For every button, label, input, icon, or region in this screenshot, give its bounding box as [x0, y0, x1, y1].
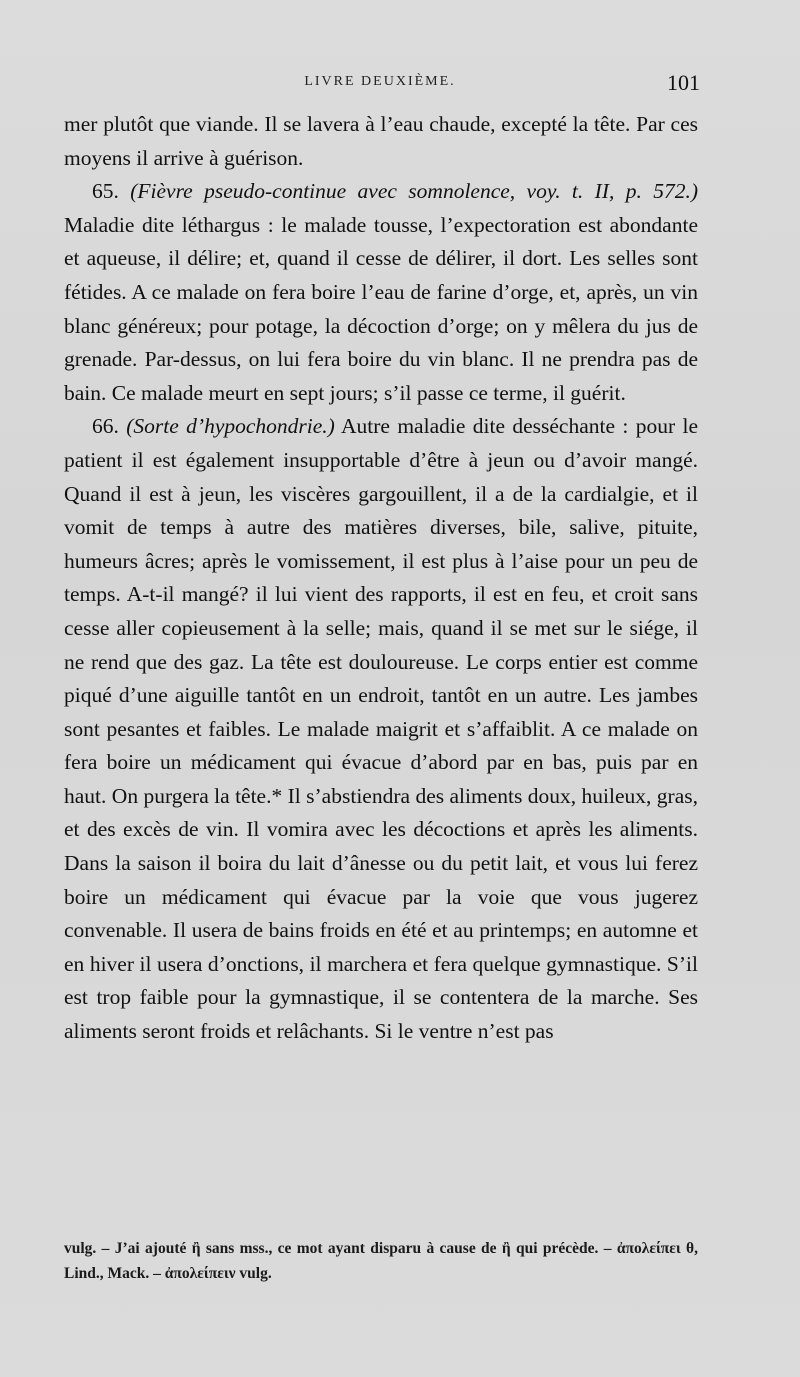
section-66-number: 66.: [92, 414, 119, 439]
section-66-note: (Sorte d’hypochondrie.): [126, 414, 335, 439]
section-65-note: (Fièvre pseudo-continue avec somnolence, voy. t. II, p. 572.): [130, 179, 698, 204]
section-65-text: Maladie dite léthargus : le malade tousse, l’expectoration est abondante et aqueuse, il délire; et, quand il cesse de délirer, il dort. Les selles sont fétides. A ce malade on fera boire l’eau de farine d’orge, et, après, un vin blanc généreux; pour potage, la décoction d’orge; on y mêlera du jus de grenade. Par-dessus, on lui fera boire du vin blanc. Il ne prendra pas de bain. Ce malade meurt en sept jours; s’il passe ce terme, il guérit.: [64, 212, 698, 405]
running-title: LIVRE DEUXIÈME.: [304, 74, 456, 89]
footnote-text: vulg. – J’ai ajouté ἢ sans mss., ce mot ayant disparu à cause de ἢ qui précède. – ἀπολείπει θ, Lind., Mack. – ἀπολείπειν vulg.: [64, 1240, 698, 1282]
section-65-number: 65.: [92, 179, 119, 204]
running-head: [60, 70, 700, 100]
main-text: [64, 108, 698, 1049]
footnotes: [64, 1236, 698, 1286]
section-65-paragraph: [64, 175, 698, 410]
continuation-paragraph: mer plutôt que viande. Il se lavera à l’eau chaude, excepté la tête. Par ces moyens il arrive à guérison.: [64, 112, 698, 170]
section-66-paragraph: [64, 410, 698, 1048]
section-66-text: Autre maladie dite desséchante : pour le patient il est également insupportable d’être à jeun ou d’avoir mangé. Quand il est à jeun, les viscères gargouillent, il a de la cardialgie, et il vomit de temps à autre des matières diverses, bile, salive, pituite, humeurs âcres; après le vomissement, il est plus à l’aise pour un peu de temps. A-t-il mangé? il lui vient des rapports, il est en feu, et croit sans cesse aller copieusement à la selle; mais, quand il se met sur le siége, il ne rend que des gaz. La tête est douloureuse. Le corps entier est comme piqué d’une aiguille tantôt en un endroit, tantôt en un autre. Les jambes sont pesantes et faibles. Le malade maigrit et s’affaiblit. A ce malade on fera boire un médicament qui évacue d’abord par en bas, puis par en haut. On purgera la tête.* Il s’abstiendra des aliments doux, huileux, gras, et des excès de vin. Il vomira avec les décoctions et après les aliments. Dans la saison il boira du lait d’ânesse ou du petit lait, et vous lui ferez boire un médicament qui évacue par la voie que vous jugerez convenable. Il usera de bains froids en été et au printemps; en automne et en hiver il usera d’onctions, il marchera et fera quelque gymnastique. S’il est trop faible pour la gymnastique, il se contentera de la marche. Ses aliments seront froids et relâchants. Si le ventre n’est pas: [64, 414, 699, 1044]
page-number: 101: [667, 70, 700, 95]
